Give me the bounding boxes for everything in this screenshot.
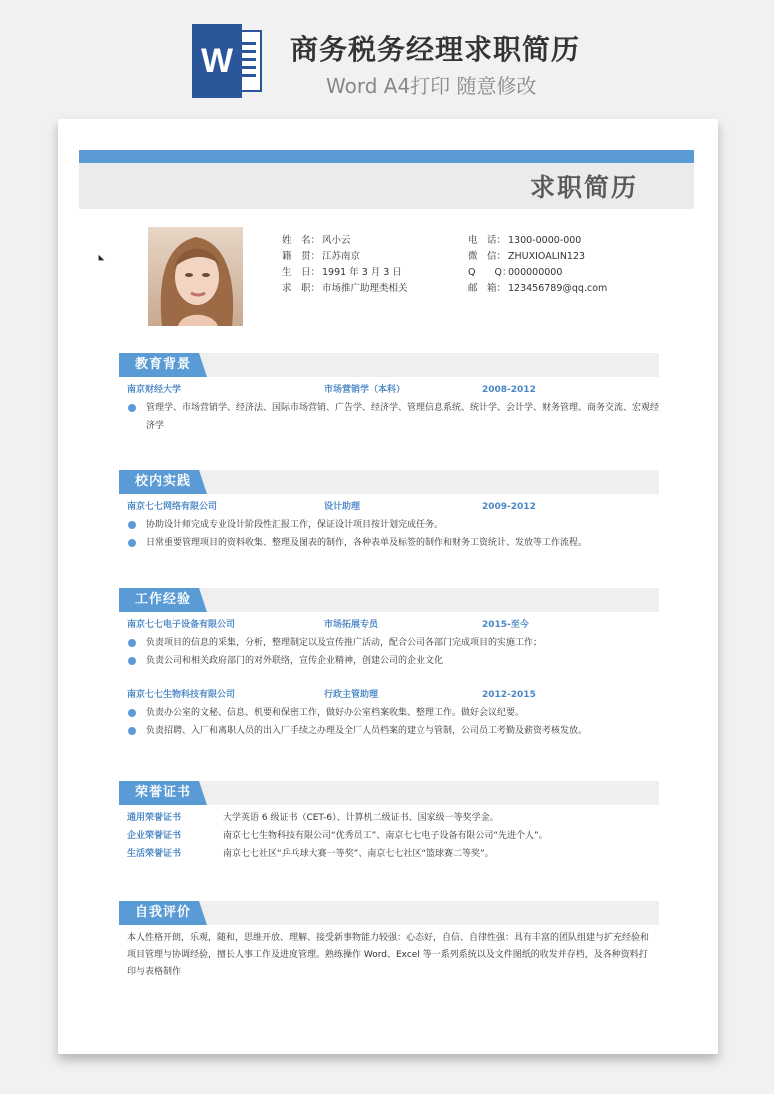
section-work bbox=[119, 588, 659, 740]
bullet-dot-icon bbox=[128, 639, 136, 647]
profile-info bbox=[282, 233, 408, 297]
profile-hometown-row: 籍 贯： 江苏南京 bbox=[282, 251, 361, 262]
list-item: 管理学、市场营销学、经济法、国际市场营销、广告学、经济学、管理信息系统、统计学、会计学、财务管理、商务交流、宏观经济学 bbox=[119, 399, 659, 435]
list-item: 负责办公室的文秘、信息、机要和保密工作，做好办公室档案收集、整理工作。做好会议纪要。 bbox=[119, 704, 659, 722]
word-document-icon bbox=[192, 24, 264, 98]
resume-page bbox=[58, 119, 718, 1054]
section-title: 自我评价 bbox=[134, 905, 191, 920]
header-accent-bar bbox=[79, 150, 694, 163]
cursor-marker bbox=[96, 255, 104, 263]
job-row: 南京七七生物科技有限公司 行政主管助理 2012-2015 bbox=[127, 690, 536, 700]
campus-row: 南京七七网络有限公司 设计助理 2009-2012 bbox=[127, 502, 536, 512]
resume-title: 求职简历 bbox=[529, 173, 638, 202]
honor-row: 企业荣誉证书 南京七七生物科技有限公司“优秀员工”、南京七七电子设备有限公司“先进个人”。 bbox=[127, 831, 548, 841]
section-title: 校内实践 bbox=[134, 474, 191, 489]
section-title: 教育背景 bbox=[134, 357, 191, 372]
section-title: 工作经验 bbox=[134, 592, 191, 607]
contact-qq-row: Q Q：000000000 bbox=[468, 267, 563, 278]
section-header bbox=[119, 470, 659, 494]
section-honors bbox=[119, 781, 659, 863]
title-band bbox=[79, 163, 694, 209]
honor-row: 生活荣誉证书 南京七七社区“乒乓球大赛一等奖”、南京七七社区“篮球赛二等奖”。 bbox=[127, 849, 494, 859]
job-row: 南京七七电子设备有限公司 市场拓展专员 2015-至今 bbox=[127, 620, 529, 630]
section-header bbox=[119, 353, 659, 377]
bullet-dot-icon bbox=[128, 521, 136, 529]
bullet-dot-icon bbox=[128, 404, 136, 412]
profile-objective-row: 求 职： 市场推广助理类相关 bbox=[282, 283, 408, 294]
list-item: 负责公司和相关政府部门的对外联络，宣传企业精神，创建公司的企业文化 bbox=[119, 652, 659, 670]
contact-wechat-row: 微 信： ZHUXIOALIN123 bbox=[468, 251, 586, 262]
section-header bbox=[119, 901, 659, 925]
bullet-dot-icon bbox=[128, 657, 136, 665]
list-item: 负责项目的信息的采集，分析，整理制定以及宣传推广活动，配合公司各部门完成项目的实施工作； bbox=[119, 634, 659, 652]
section-header bbox=[119, 588, 659, 612]
bullet-dot-icon bbox=[128, 539, 136, 547]
profile-photo bbox=[148, 227, 243, 326]
section-title: 荣誉证书 bbox=[134, 785, 191, 800]
list-item: 日常重要管理项目的资料收集、整理及图表的制作，各种表单及标签的制作和财务工资统计、发放等工作流程。 bbox=[119, 534, 659, 552]
profile-name-row: 姓 名： 风小云 bbox=[282, 235, 351, 246]
self-evaluation-text: 本人性格开朗，乐观，随和，思维开放、理解、接受新事物能力较强：心态好，自信、自律性强：具有丰富的团队组建与扩充经验和项目管理与协调经验，擅长人事工作及进度管理。熟练操作 Word、Excel 等一系列系统以及文件图纸的收发并存档，及各种资料打印与表格制作 bbox=[127, 933, 650, 977]
list-item: 协助设计师完成专业设计阶段性汇报工作，保证设计项目按计划完成任务。 bbox=[119, 516, 659, 534]
contact-email-row: 邮 箱： 123456789@qq.com bbox=[468, 283, 608, 294]
education-row: 南京财经大学 市场营销学（本科） 2008-2012 bbox=[127, 385, 536, 395]
section-header bbox=[119, 781, 659, 805]
section-self-evaluation bbox=[119, 901, 659, 981]
contact-phone-row: 电 话： 1300-0000-000 bbox=[468, 235, 582, 246]
bullet-dot-icon bbox=[128, 727, 136, 735]
contact-info bbox=[468, 233, 607, 297]
list-item: 负责招聘、入厂和离职人员的出入厂手续之办理及全厂人员档案的建立与管制，公司员工考勤及薪资考核发放。 bbox=[119, 722, 659, 740]
section-education bbox=[119, 353, 659, 435]
section-campus bbox=[119, 470, 659, 552]
profile-birthday-row: 生 日： 1991 年 3 月 3 日 bbox=[282, 267, 402, 278]
banner-subtitle: Word A4打印 随意修改 bbox=[326, 74, 537, 98]
bullet-dot-icon bbox=[128, 709, 136, 717]
honor-row: 通用荣誉证书 大学英语 6 级证书（CET-6）、计算机二级证书、国家级一等奖学金。 bbox=[127, 813, 499, 823]
word-badge: W bbox=[192, 24, 242, 98]
banner-title: 商务税务经理求职简历 bbox=[290, 33, 581, 66]
